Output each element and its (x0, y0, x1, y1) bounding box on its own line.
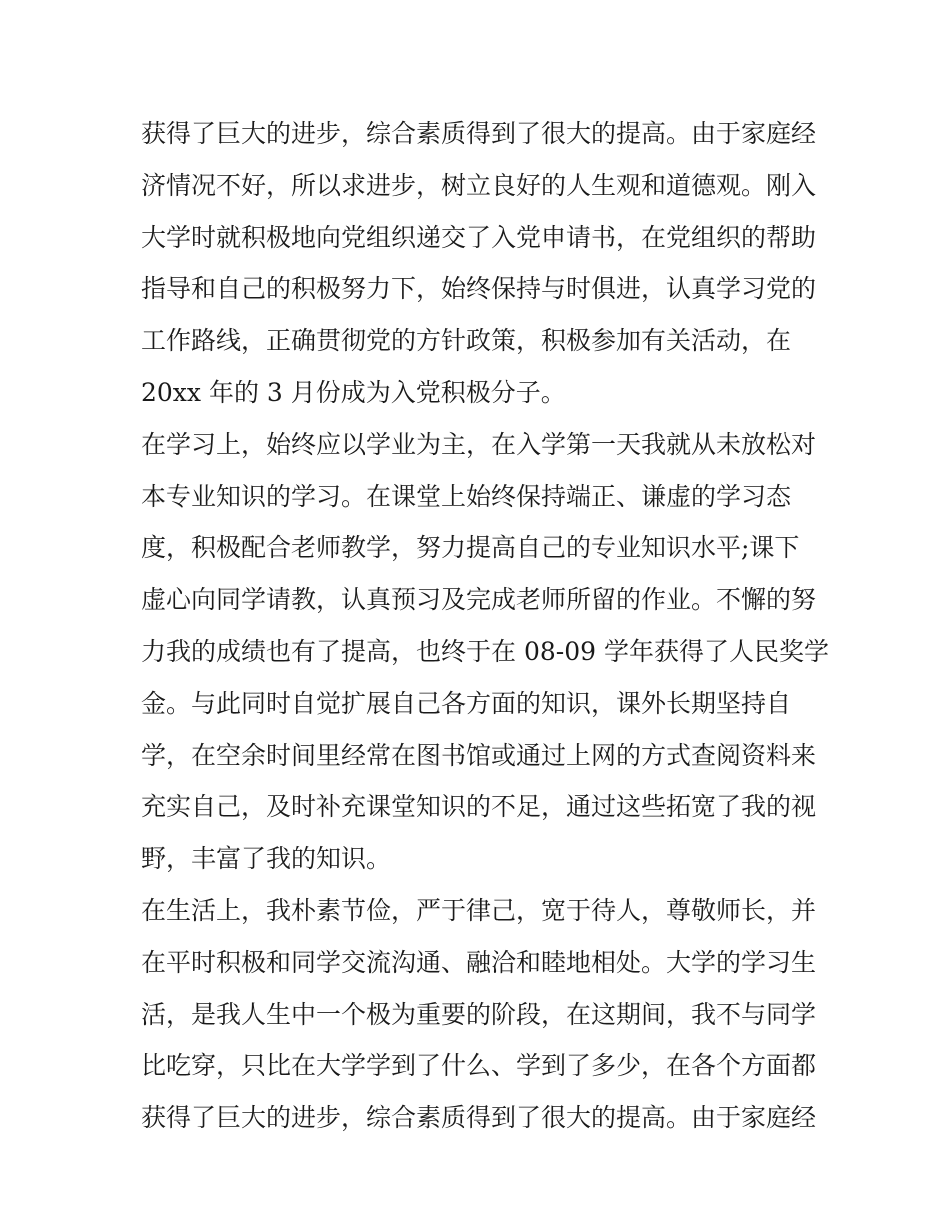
text-line: 在学习上，始终应以学业为主，在入学第一天我就从未放松对 (141, 429, 817, 459)
text-line: 野，丰富了我的知识。 (141, 844, 392, 874)
text-line: 20xx 年的 3 月份成为入党积极分子。 (141, 377, 566, 407)
text-line: 比吃穿，只比在大学学到了什么、学到了多少，在各个方面都 (141, 1051, 817, 1081)
text-line: 济情况不好，所以求进步，树立良好的人生观和道德观。刚入 (141, 170, 817, 200)
text-line: 度，积极配合老师教学，努力提高自己的专业知识水平;课下 (141, 533, 800, 563)
text-line: 金。与此同时自觉扩展自己各方面的知识，课外长期坚持自 (141, 688, 792, 718)
text-line: 本专业知识的学习。在课堂上始终保持端正、谦虚的学习态 (141, 481, 792, 511)
text-line: 在生活上，我朴素节俭，严于律己，宽于待人，尊敬师长，并 (141, 895, 817, 925)
text-line: 虚心向同学请教，认真预习及完成老师所留的作业。不懈的努 (141, 585, 817, 615)
text-line: 获得了巨大的进步，综合素质得到了很大的提高。由于家庭经 (141, 1103, 817, 1133)
text-line: 活，是我人生中一个极为重要的阶段，在这期间，我不与同学 (141, 999, 817, 1029)
text-line: 学，在空余时间里经常在图书馆或通过上网的方式查阅资料来 (141, 740, 817, 770)
body-text (141, 108, 829, 1144)
text-line: 获得了巨大的进步，综合素质得到了很大的提高。由于家庭经 (141, 119, 817, 148)
text-line: 力我的成绩也有了提高，也终于在 08-09 学年获得了人民奖学 (141, 636, 829, 666)
text-line: 大学时就积极地向党组织递交了入党申请书，在党组织的帮助 (141, 222, 817, 252)
text-line: 充实自己，及时补充课堂知识的不足，通过这些拓宽了我的视 (141, 792, 817, 822)
text-line: 指导和自己的积极努力下，始终保持与时俱进，认真学习党的 (141, 274, 817, 304)
text-line: 工作路线，正确贯彻党的方针政策，积极参加有关活动，在 (141, 326, 792, 356)
text-line: 在平时积极和同学交流沟通、融洽和睦地相处。大学的学习生 (141, 947, 817, 977)
